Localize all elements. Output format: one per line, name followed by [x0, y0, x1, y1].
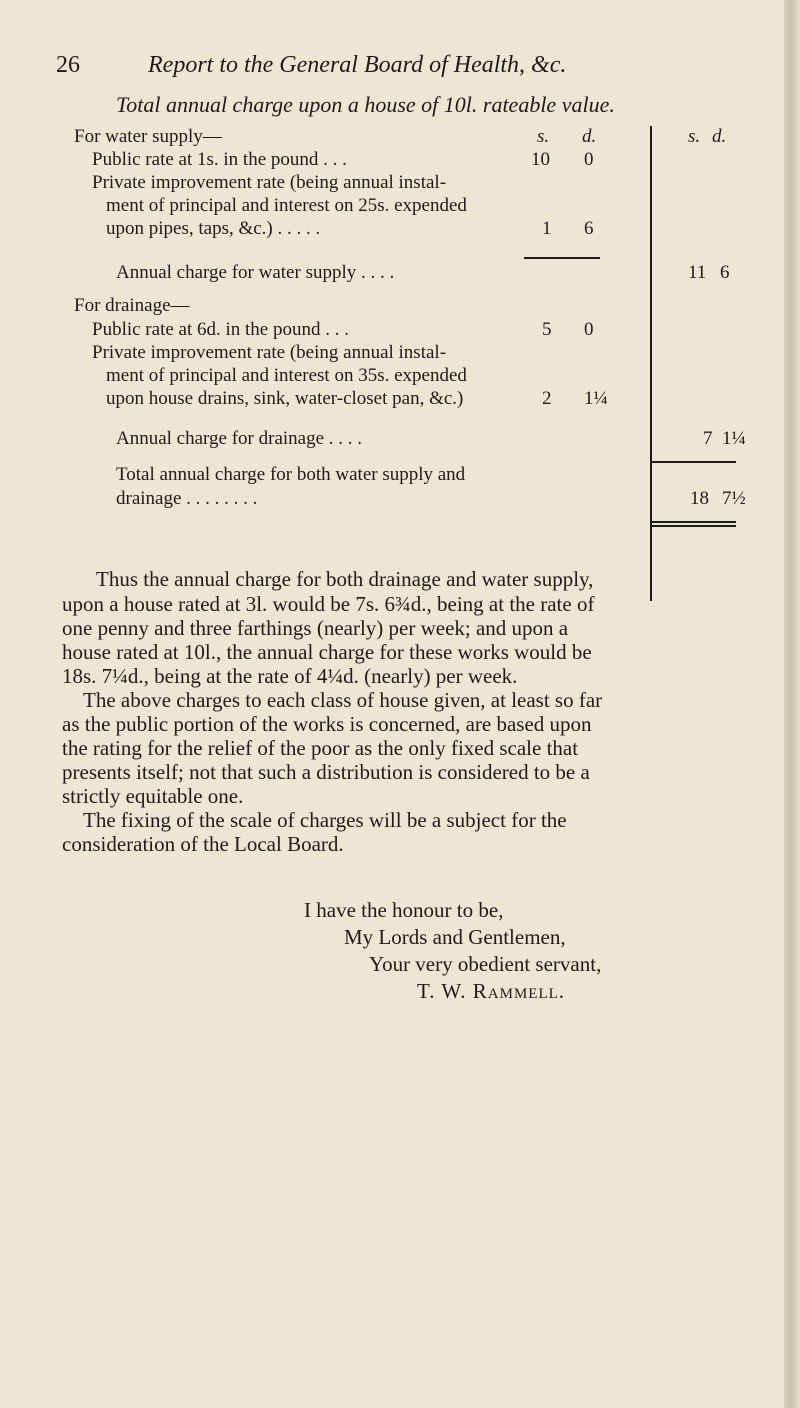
drainage-annual-d: 1¼ — [722, 428, 746, 449]
paragraph-line: the rating for the relief of the poor as the only fixed scale that — [62, 736, 579, 760]
drainage-private-rate-d: 1¼ — [584, 388, 608, 409]
paragraph-line: presents itself; not that such a distribution is considered to be a — [62, 760, 590, 784]
running-title: Report to the General Board of Health, &c. — [148, 52, 567, 78]
water-public-rate-label: Public rate at 1s. in the pound . . . — [92, 149, 347, 170]
water-private-rate-line2: ment of principal and interest on 25s. expended — [106, 195, 467, 216]
table-title: Total annual charge upon a house of 10l. rateable value. — [116, 92, 615, 117]
total-underline-1 — [652, 521, 736, 523]
water-public-rate-s: 10 — [531, 149, 550, 170]
water-heading: For water supply— — [74, 126, 222, 147]
paragraph-line: strictly equitable one. — [62, 784, 244, 808]
water-private-rate-line3: upon pipes, taps, &c.) . . . . . — [106, 218, 321, 239]
total-s: 18 — [690, 488, 709, 509]
col-d-header: d. — [582, 126, 597, 147]
drainage-private-rate-line2: ment of principal and interest on 35s. expended — [106, 365, 467, 386]
drainage-annual-s: 7 — [703, 428, 713, 449]
drainage-heading: For drainage— — [74, 295, 190, 316]
water-private-rate-s: 1 — [542, 218, 552, 239]
drainage-private-rate-s: 2 — [542, 388, 552, 409]
closing-line: Your very obedient servant, — [369, 952, 602, 976]
grand-total-rule — [652, 461, 736, 463]
drainage-annual-label: Annual charge for drainage . . . . — [116, 428, 363, 449]
total-underline-2 — [652, 525, 736, 527]
signature: T. W. Rammell. — [417, 979, 566, 1003]
page-edge — [784, 0, 800, 1408]
drainage-public-rate-d: 0 — [584, 319, 594, 340]
paragraph-line: upon a house rated at 3l. would be 7s. 6¾d., being at the rate of — [62, 592, 595, 616]
drainage-private-rate-line1: Private improvement rate (being annual instal- — [92, 342, 447, 363]
total-s-header: s. — [688, 126, 701, 147]
total-d-header: d. — [712, 126, 727, 147]
drainage-public-rate-label: Public rate at 6d. in the pound . . . — [92, 319, 349, 340]
column-divider — [650, 126, 652, 601]
water-annual-s: 11 — [688, 262, 707, 283]
paragraph-line: Thus the annual charge for both drainage and water supply, — [96, 567, 594, 591]
paragraph-line: consideration of the Local Board. — [62, 832, 344, 856]
water-annual-d: 6 — [720, 262, 730, 283]
paragraph-line: The fixing of the scale of charges will be a subject for the — [83, 808, 567, 832]
water-public-rate-d: 0 — [584, 149, 594, 170]
closing-line: I have the honour to be, — [304, 898, 504, 922]
drainage-private-rate-line3: upon house drains, sink, water-closet pan, &c.) — [106, 388, 464, 409]
paragraph-line: as the public portion of the works is concerned, are based upon — [62, 712, 592, 736]
paragraph-line: one penny and three farthings (nearly) per week; and upon a — [62, 616, 569, 640]
water-private-rate-d: 6 — [584, 218, 594, 239]
total-label-line1: Total annual charge for both water supply and — [116, 464, 466, 485]
water-private-rate-line1: Private improvement rate (being annual instal- — [92, 172, 447, 193]
paragraph-line: house rated at 10l., the annual charge for these works would be — [62, 640, 592, 664]
total-d: 7½ — [722, 488, 746, 509]
water-subtotal-rule — [524, 257, 600, 259]
total-label-line2: drainage . . . . . . . . — [116, 488, 258, 509]
col-s-header: s. — [537, 126, 550, 147]
closing-salutation: My Lords and Gentlemen, — [344, 925, 566, 949]
water-annual-label: Annual charge for water supply . . . . — [116, 262, 395, 283]
paragraph-line: 18s. 7¼d., being at the rate of 4¼d. (nearly) per week. — [62, 664, 518, 688]
page-number: 26 — [56, 52, 80, 78]
drainage-public-rate-s: 5 — [542, 319, 552, 340]
paragraph-line: The above charges to each class of house given, at least so far — [83, 688, 603, 712]
